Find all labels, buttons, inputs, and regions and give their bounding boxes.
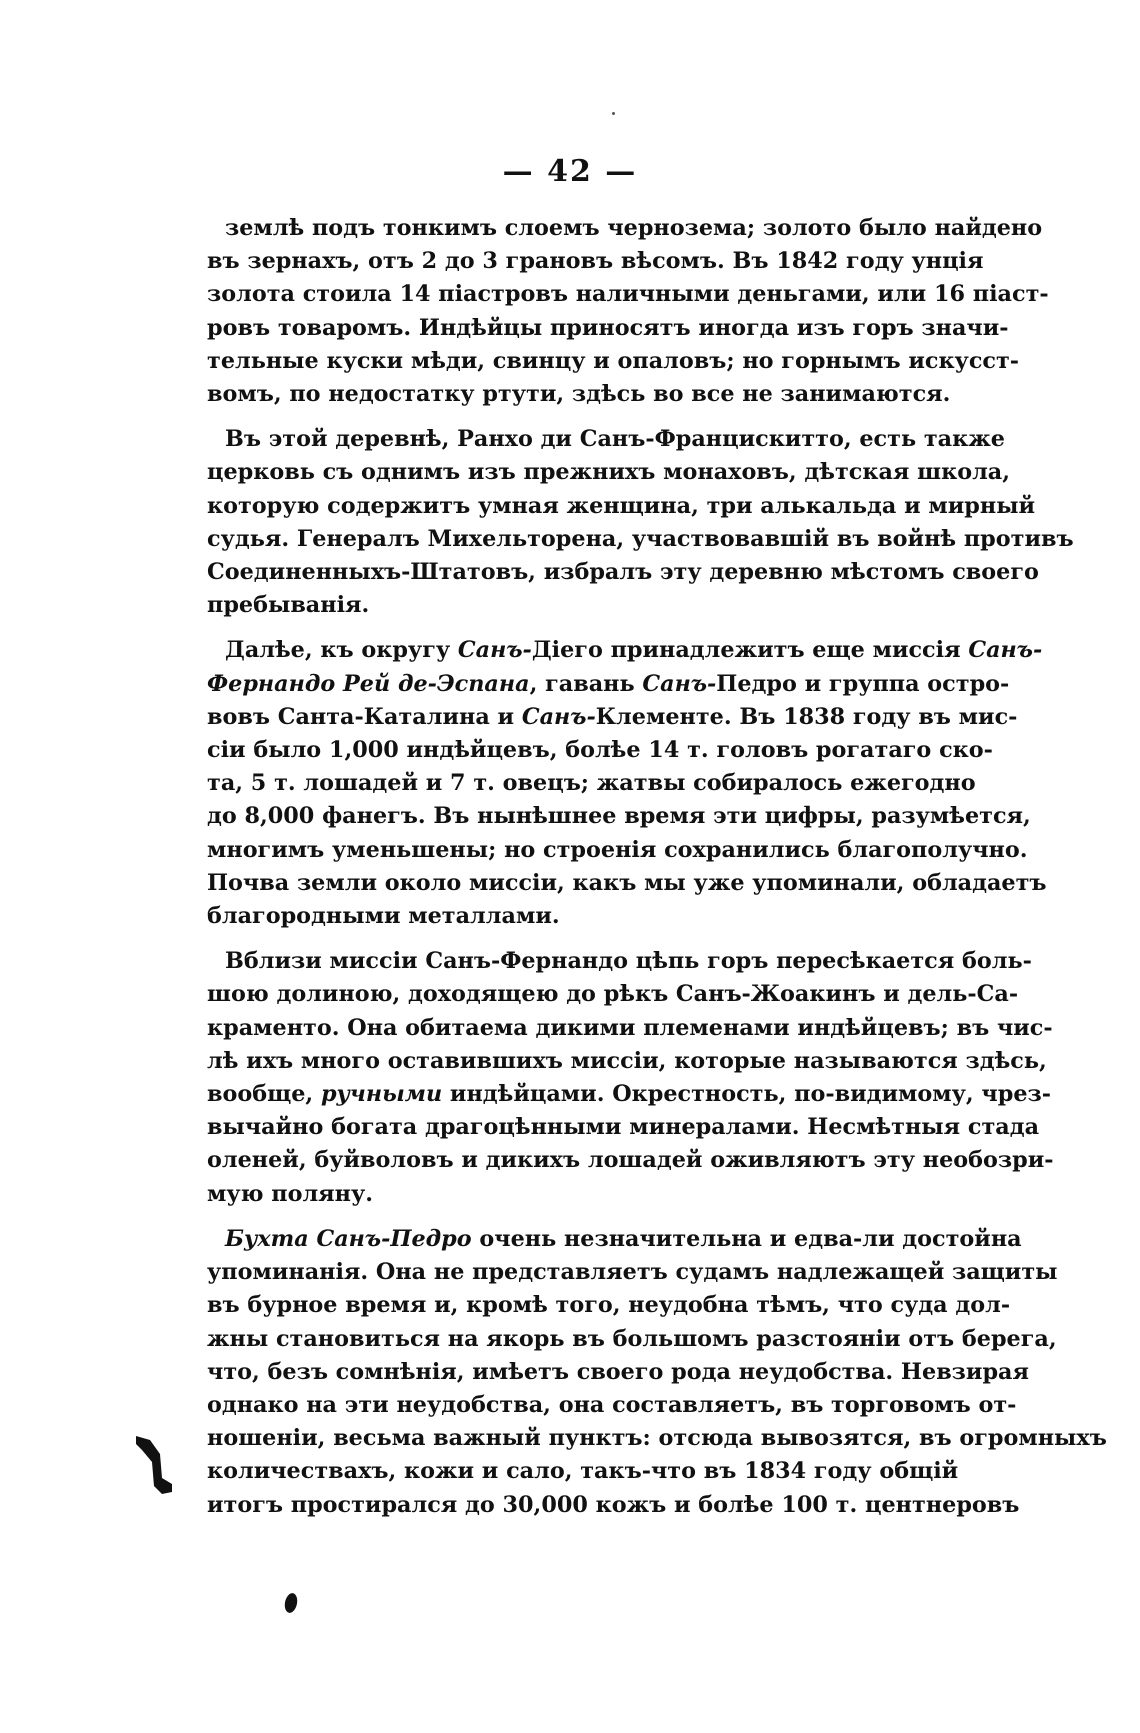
text-line: вомъ, по недостатку ртути, здѣсь во все не занимаются. <box>207 381 951 408</box>
paragraph-5 <box>207 1223 1107 1522</box>
paragraph-3 <box>207 634 1047 933</box>
text-line: сіи было 1,000 индѣйцевъ, болѣе 14 т. головъ рогатаго ско- <box>207 737 993 764</box>
paragraph-4 <box>207 945 1054 1211</box>
scan-speck <box>612 112 615 115</box>
text-line: Бухта Санъ-Педро очень незначительна и едва-ли достойна <box>225 1225 1022 1252</box>
text-line: Вблизи миссіи Санъ-Фернандо цѣпь горъ пересѣкается боль- <box>225 948 1032 975</box>
text-line: мую поляну. <box>207 1180 374 1207</box>
text-line: до 8,000 фанегъ. Въ нынѣшнее время эти цифры, разумѣется, <box>207 803 1031 830</box>
text-line: однако на эти неудобства, она составляетъ, въ торговомъ от- <box>207 1391 1017 1418</box>
text-line: золота стоила 14 піастровъ наличными деньгами, или 16 піаст- <box>207 281 1049 308</box>
text-line: въ бурное время и, кромѣ того, неудобна тѣмъ, что суда дол- <box>207 1292 1011 1319</box>
text-line: краменто. Она обитаема дикими племенами индѣйцевъ; въ чис- <box>207 1014 1053 1041</box>
text-line: вовъ Санта-Каталина и Санъ-Клементе. Въ 1838 году въ мис- <box>207 703 1018 730</box>
text-line: Почва земли около миссіи, какъ мы уже упоминали, обладаетъ <box>207 869 1047 896</box>
text-line: вообще, ручными индѣйцами. Окрестность, по-видимому, чрез- <box>207 1081 1052 1108</box>
paragraph-2 <box>207 423 1074 622</box>
text-line: лѣ ихъ много оставившихъ миссіи, которые называются здѣсь, <box>207 1047 1047 1074</box>
ink-dot-mark <box>283 1592 299 1614</box>
paragraph-1 <box>207 212 1049 411</box>
page-number: — 42 — <box>502 154 638 189</box>
text-line: тельные куски мѣди, свинцу и опаловъ; но горнымъ искусст- <box>207 347 1020 374</box>
text-line: Въ этой деревнѣ, Ранхо ди Санъ-Францискитто, есть также <box>225 426 1005 453</box>
text-line: Фернандо Рей де-Эспана, гавань Санъ-Педро и группа остро- <box>207 670 1010 697</box>
text-line: что, безъ сомнѣнія, имѣетъ своего рода неудобства. Невзирая <box>207 1358 1029 1385</box>
text-line: въ зернахъ, отъ 2 до 3 грановъ вѣсомъ. Въ 1842 году унція <box>207 248 984 275</box>
text-line: количествахъ, кожи и сало, такъ-что въ 1834 году общій <box>207 1458 959 1485</box>
text-line: церковь съ однимъ изъ прежнихъ монаховъ, дѣтская школа, <box>207 459 1011 486</box>
text-line: оленей, буйволовъ и дикихъ лошадей оживляютъ эту необозри- <box>207 1147 1054 1174</box>
text-line: ношеніи, весьма важный пунктъ: отсюда вывозятся, въ огромныхъ <box>207 1425 1107 1452</box>
text-line: землѣ подъ тонкимъ слоемъ чернозема; золото было найдено <box>225 215 1043 241</box>
text-line: жны становиться на якорь въ большомъ разстояніи отъ берега, <box>207 1325 1057 1352</box>
text-line: пребыванія. <box>207 592 370 619</box>
text-line: та, 5 т. лошадей и 7 т. овецъ; жатвы собиралось ежегодно <box>207 770 976 797</box>
text-line: которую содержитъ умная женщина, три алькальда и мирный <box>207 492 1036 519</box>
text-line: Далѣе, къ округу Санъ-Діего принадлежитъ еще миссія Санъ- <box>225 637 1043 664</box>
text-line: благородными металлами. <box>207 903 560 930</box>
text-line: упоминанія. Она не представляетъ судамъ надлежащей защиты <box>207 1259 1058 1286</box>
text-line: итогъ простирался до 30,000 кожъ и болѣе 100 т. центнеровъ <box>207 1491 1020 1518</box>
page-body <box>207 212 1107 1534</box>
text-line: шою долиною, доходящею до рѣкъ Санъ-Жоакинъ и дель-Са- <box>207 981 1019 1008</box>
text-line: Соединенныхъ-Штатовъ, избралъ эту деревню мѣстомъ своего <box>207 559 1039 586</box>
text-line: многимъ уменьшены; но строенія сохранились благополучно. <box>207 836 1028 863</box>
text-line: ровъ товаромъ. Индѣйцы приносятъ иногда изъ горъ значи- <box>207 314 1009 341</box>
text-line: судья. Генералъ Михельторена, участвовавшій въ войнѣ противъ <box>207 525 1074 552</box>
margin-bracket-mark <box>132 1434 178 1496</box>
text-line: вычайно богата драгоцѣнными минералами. Несмѣтныя стада <box>207 1114 1040 1141</box>
